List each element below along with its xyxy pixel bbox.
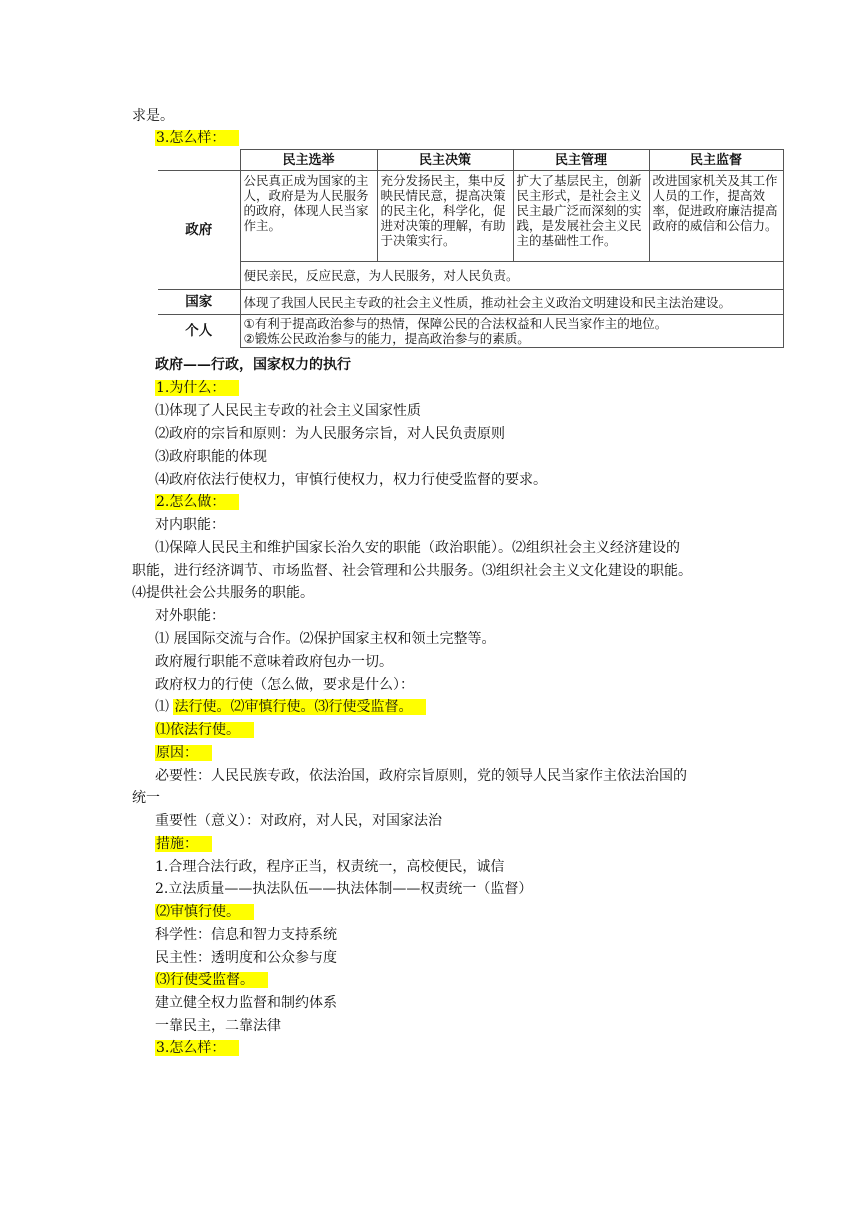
why-item-1: ⑴体现了人民民主专政的社会主义国家性质 xyxy=(155,403,421,419)
header-management: 民主管理 xyxy=(513,150,649,171)
external-label: 对外职能： xyxy=(155,608,225,624)
gov-cell-supervision: 改进国家机关及其工作人员的工作，提高效率，促进政府廉洁提高政府的威信和公信力。 xyxy=(649,171,783,262)
rely-line: 一靠民主，二靠法律 xyxy=(155,1018,281,1034)
internal-line-1: ⑴保障人民民主和维护国家长治久安的职能（政治职能）。⑵组织社会主义经济建设的 xyxy=(155,540,680,556)
row-label-state: 国家 xyxy=(158,290,240,315)
table-corner xyxy=(158,150,240,171)
person-line-2: ②锻炼公民政治参与的能力，提高政治参与的素质。 xyxy=(243,330,530,346)
external-line: ⑴ 展国际交流与合作。⑵保护国家主权和领土完整等。 xyxy=(155,631,496,647)
why-title: 1.为什么： xyxy=(155,380,239,396)
row-label-government: 政府 xyxy=(158,171,240,290)
measure-1: 1.合理合法行政，程序正当，权责统一，高校便民，诚信 xyxy=(155,859,505,875)
section-3b-title: 3.怎么样： xyxy=(155,1040,239,1056)
sub2-title: ⑵审慎行使。 xyxy=(155,904,254,920)
header-decision: 民主决策 xyxy=(377,150,513,171)
person-cell xyxy=(240,315,783,348)
row-label-person: 个人 xyxy=(158,315,240,348)
measure-2: 2.立法质量——执法队伍——执法体制——权责统一（监督） xyxy=(155,881,533,897)
importance-line: 重要性（意义）：对政府，对人民，对国家法治 xyxy=(155,813,442,829)
necessity-line-2: 统一 xyxy=(132,790,160,806)
header-election: 民主选举 xyxy=(240,150,377,171)
reason-title: 原因： xyxy=(155,745,212,761)
sub1-title: ⑴依法行使。 xyxy=(155,722,254,738)
exercise-highlight: 法行使。⑵审慎行使。⑶行使受监督。 xyxy=(173,699,426,715)
necessity-line-1: 必要性：人民民族专政，依法治国，政府宗旨原则，党的领导人民当家作主依法治国的 xyxy=(155,768,687,784)
gov-summary: 便民亲民，反应民意，为人民服务，对人民负责。 xyxy=(240,262,783,290)
scientific-line: 科学性：信息和智力支持系统 xyxy=(155,927,337,943)
how-title: 2.怎么做： xyxy=(155,494,239,510)
internal-line-3: ⑷提供社会公共服务的职能。 xyxy=(132,585,314,601)
why-item-4: ⑷政府依法行使权力，审慎行使权力，权力行使受监督的要求。 xyxy=(155,472,547,488)
header-supervision: 民主监督 xyxy=(649,150,783,171)
why-item-2: ⑵政府的宗旨和原则：为人民服务宗旨，对人民负责原则 xyxy=(155,426,505,442)
section-3-title: 3.怎么样： xyxy=(155,130,239,146)
democratic-line: 民主性：透明度和公众参与度 xyxy=(155,950,337,966)
why-item-3: ⑶政府职能的体现 xyxy=(155,449,267,465)
gov-cell-decision: 充分发扬民主，集中反映民情民意，提高决策的民主化，科学化，促进对决策的理解，有助于决策实行。 xyxy=(377,171,513,262)
gov-heading: 政府——行政，国家权力的执行 xyxy=(155,357,351,373)
exercise-prefix: ⑴ xyxy=(155,699,174,715)
democracy-table xyxy=(158,149,784,348)
sub3-title: ⑶行使受监督。 xyxy=(155,972,268,988)
supervision-line: 建立健全权力监督和制约体系 xyxy=(155,995,337,1011)
gov-cell-election: 公民真正成为国家的主人，政府是为人民服务的政府，体现人民当家作主。 xyxy=(240,171,377,262)
internal-label: 对内职能： xyxy=(155,517,225,533)
measures-title: 措施： xyxy=(155,836,212,852)
internal-line-2: 职能，进行经济调节、市场监督、社会管理和公共服务。⑶组织社会主义文化建设的职能。 xyxy=(132,563,692,579)
state-text: 体现了我国人民民主专政的社会主义性质，推动社会主义政治文明建设和民主法治建设。 xyxy=(240,290,783,315)
exercise-line: 政府权力的行使（怎么做，要求是什么）： xyxy=(155,677,414,693)
not-all-line: 政府履行职能不意味着政府包办一切。 xyxy=(155,654,393,670)
person-line-1: ①有利于提高政治参与的热情，保障公民的合法权益和人民当家作主的地位。 xyxy=(243,315,668,331)
exercise-requirements xyxy=(155,697,426,717)
gov-cell-management: 扩大了基层民主，创新民主形式，是社会主义民主最广泛而深刻的实践，是发展社会主义民主的基础性工作。 xyxy=(513,171,649,262)
top-fragment: 求是。 xyxy=(132,108,174,124)
